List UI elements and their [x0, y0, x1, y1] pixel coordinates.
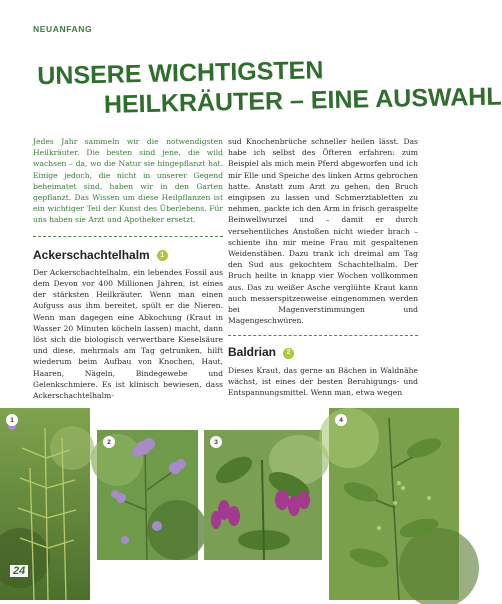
comfrey-image	[204, 430, 322, 560]
section-heading-text: Ackerschachtelhalm	[33, 247, 150, 262]
section-number-badge: 1	[157, 250, 168, 261]
section-kicker: NEUANFANG	[33, 24, 93, 34]
section-divider	[228, 335, 418, 337]
left-column	[33, 136, 223, 401]
right-column	[228, 136, 418, 398]
photo-comfrey	[204, 430, 322, 560]
ackerschachtelhalm-text: Der Ackerschachtelhalm, ein lebendes Fossil aus dem Devon vor 400 Millionen Jahren, ist eines der stärksten Heilkräuter. Wenn man einen Aufguss aus ihm bereitet, spült er die Nieren. Wenn man dagegen eine Abkochung (Kraut in Wasser 20 Minuten köcheln lassen) macht, dann löst sich die biologisch verwertbare Kieselsäure und diese, mehrmals am Tag getrunken, hilft wiederum beim Aufbau von Knochen, Haut, Haaren, Nägeln, Bindegewebe und Gelenkschmiere. Es ist klinisch bewiesen, dass Ackerschachtelhalm-	[33, 267, 223, 401]
title-line-1: UNSERE WICHTIGSTEN	[37, 56, 324, 91]
page-number: 24	[10, 565, 28, 577]
nettle-image	[329, 408, 459, 600]
section-heading-baldrian	[228, 347, 418, 358]
photo-badge: 2	[103, 436, 115, 448]
ackerschachtelhalm-text-continued: sud Knochenbrüche schneller heilen lässt. Das habe ich selbst des Öfteren erfahren: zum Beispiel als mich mein Pferd abgeworfen und ich mir Elle und Speiche des linken Arms gebrochen hatte. Anstatt zum Arzt zu gehen, den Bruch eingipsen zu lassen und Schmerztabletten zu nehmen, packte ich den Arm in frisch geraspelte Beinwellwurzel und – damit er durch versehentliches Anstoßen nicht wieder brach – schiente ihn mir meine Frau mit gespaltenen Weidenstäben. Dazu trank ich dreimal am Tag den Sud aus gekochtem Schachtelhalm. Der Bruch heilte in knapp vier Wochen vollkommen aus. Das zu weißer Asche verglühte Kraut kann auch messerspitzenweise eingenommen werden bei Magenverstimmungen und Magengeschwüren.	[228, 137, 418, 326]
section-heading-text: Baldrian	[228, 345, 277, 360]
photo-verbena	[97, 430, 198, 560]
title-line-2: HEILKRÄUTER – EINE AUSWAHL	[103, 82, 502, 119]
photo-badge: 1	[6, 414, 18, 426]
verbena-image	[97, 430, 198, 560]
section-heading-ackerschachtelhalm	[33, 247, 223, 262]
photo-badge: 4	[335, 414, 347, 426]
intro-divider	[33, 236, 223, 238]
intro-paragraph: Jedes Jahr sammeln wir die notwendigsten Heilkräuter. Die besten sind jene, die wild wachsen – da, wo die Natur sie hingepflanzt hat. Einige jedoch, die nicht in unserer Gegend beheimatet sind, haben wir in den Garten gepflanzt. Das Wissen um diese Heilpflanzen ist ein wichtiger Teil der Kunst des Überlebens. Für uns haben sie Arzt und Apotheker ersetzt.	[33, 137, 223, 225]
photo-badge: 3	[210, 436, 222, 448]
baldrian-text: Dieses Kraut, das gerne an Bächen in Waldnähe wächst, ist eines der besten Beruhigungs- und Entspannungsmittel. Wenn man, etwa wegen	[228, 365, 418, 398]
photo-nettle	[329, 408, 459, 600]
section-number-badge: 2	[283, 348, 294, 359]
page-title	[0, 52, 502, 119]
